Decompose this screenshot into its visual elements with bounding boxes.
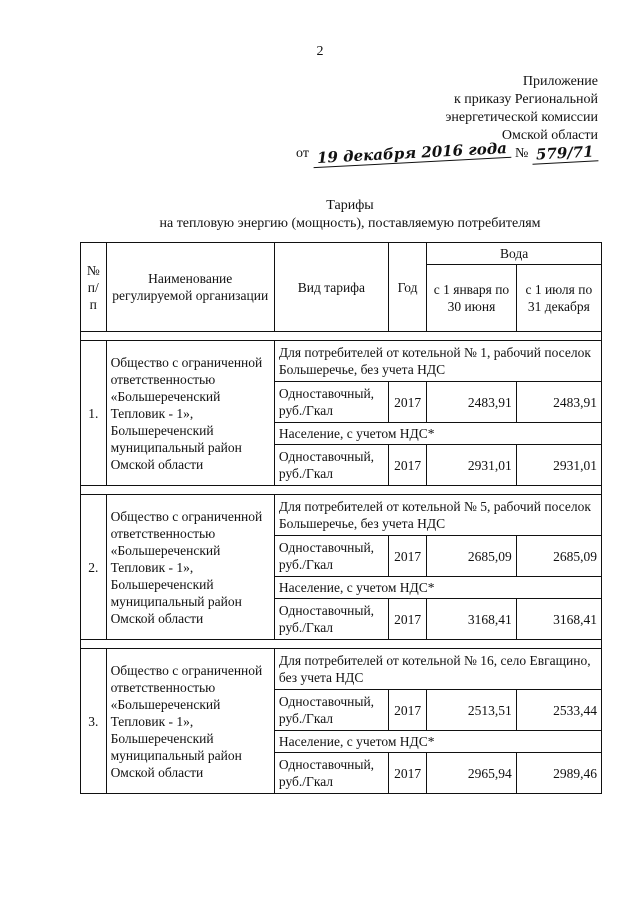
organization-name: Общество с ограниченной ответственностью «Большереченский Тепловик - 1», Большереченский муниципальный район Омской области xyxy=(106,649,274,794)
row-number: 2. xyxy=(81,495,107,640)
consumer-category: Для потребителей от котельной № 1, рабочий поселок Большеречье, без учета НДС xyxy=(274,341,601,382)
order-date-handwritten: 19 декабря 2016 года xyxy=(313,139,512,168)
tariff-value-h2: 2533,44 xyxy=(516,690,601,731)
consumer-category: Население, с учетом НДС* xyxy=(274,731,601,753)
tariff-year: 2017 xyxy=(388,536,426,577)
tariff-type: Одноставочный, руб./Гкал xyxy=(274,536,388,577)
tariff-value-h2: 2989,46 xyxy=(516,753,601,794)
organization-name: Общество с ограниченной ответственностью «Большереченский Тепловик - 1», Большереченский муниципальный район Омской области xyxy=(106,495,274,640)
header-year: Год xyxy=(388,243,426,332)
page-number: 2 xyxy=(316,44,324,59)
appendix-line-4: Омской области xyxy=(501,128,598,143)
row-number: 3. xyxy=(81,649,107,794)
tariff-value-h1: 2965,94 xyxy=(427,753,516,794)
row-number: 1. xyxy=(81,341,107,486)
from-label: от xyxy=(296,146,309,161)
consumer-category: Для потребителей от котельной № 5, рабочий поселок Большеречье, без учета НДС xyxy=(274,495,601,536)
header-type: Вид тарифа xyxy=(274,243,388,332)
tariff-value-h1: 2931,01 xyxy=(427,445,516,486)
appendix-line-2: к приказу Региональной xyxy=(453,92,598,107)
appendix-line-3: энергетической комиссии xyxy=(445,110,598,125)
tariff-type: Одноставочный, руб./Гкал xyxy=(274,690,388,731)
tariff-year: 2017 xyxy=(388,753,426,794)
consumer-category: Население, с учетом НДС* xyxy=(274,577,601,599)
number-label: № xyxy=(514,146,529,161)
tariff-year: 2017 xyxy=(388,599,426,640)
tariff-type: Одноставочный, руб./Гкал xyxy=(274,382,388,423)
tariff-type: Одноставочный, руб./Гкал xyxy=(274,445,388,486)
tariff-value-h1: 2513,51 xyxy=(427,690,516,731)
tariff-year: 2017 xyxy=(388,445,426,486)
tariff-type: Одноставочный, руб./Гкал xyxy=(274,753,388,794)
appendix-line-1: Приложение xyxy=(522,74,598,89)
tariff-value-h2: 2931,01 xyxy=(516,445,601,486)
tariff-value-h2: 2483,91 xyxy=(516,382,601,423)
title-line-2: на тепловую энергию (мощность), поставляемую потребителям xyxy=(159,216,541,231)
organization-name: Общество с ограниченной ответственностью «Большереченский Тепловик - 1», Большереченский муниципальный район Омской области xyxy=(106,341,274,486)
tariff-type: Одноставочный, руб./Гкал xyxy=(274,599,388,640)
tariff-value-h2: 3168,41 xyxy=(516,599,601,640)
tariff-year: 2017 xyxy=(388,690,426,731)
tariff-year: 2017 xyxy=(388,382,426,423)
consumer-category: Для потребителей от котельной № 16, село Евгащино, без учета НДС xyxy=(274,649,601,690)
header-period-2: с 1 июля по 31 декабря xyxy=(516,265,601,332)
document-title xyxy=(0,197,640,233)
order-number-handwritten: 579/71 xyxy=(532,142,599,164)
header-num: № п/п xyxy=(81,243,107,332)
tariff-value-h1: 2483,91 xyxy=(427,382,516,423)
header-org: Наименование регулируемой организации xyxy=(106,243,274,332)
tariff-value-h2: 2685,09 xyxy=(516,536,601,577)
header-period-1: с 1 января по 30 июня xyxy=(427,265,516,332)
consumer-category: Население, с учетом НДС* xyxy=(274,423,601,445)
title-line-1: Тарифы xyxy=(326,198,374,213)
tariff-value-h1: 3168,41 xyxy=(427,599,516,640)
tariff-value-h1: 2685,09 xyxy=(427,536,516,577)
order-reference xyxy=(296,139,598,167)
tariffs-table xyxy=(80,242,602,794)
header-water: Вода xyxy=(427,243,602,265)
appendix-block xyxy=(445,73,598,145)
